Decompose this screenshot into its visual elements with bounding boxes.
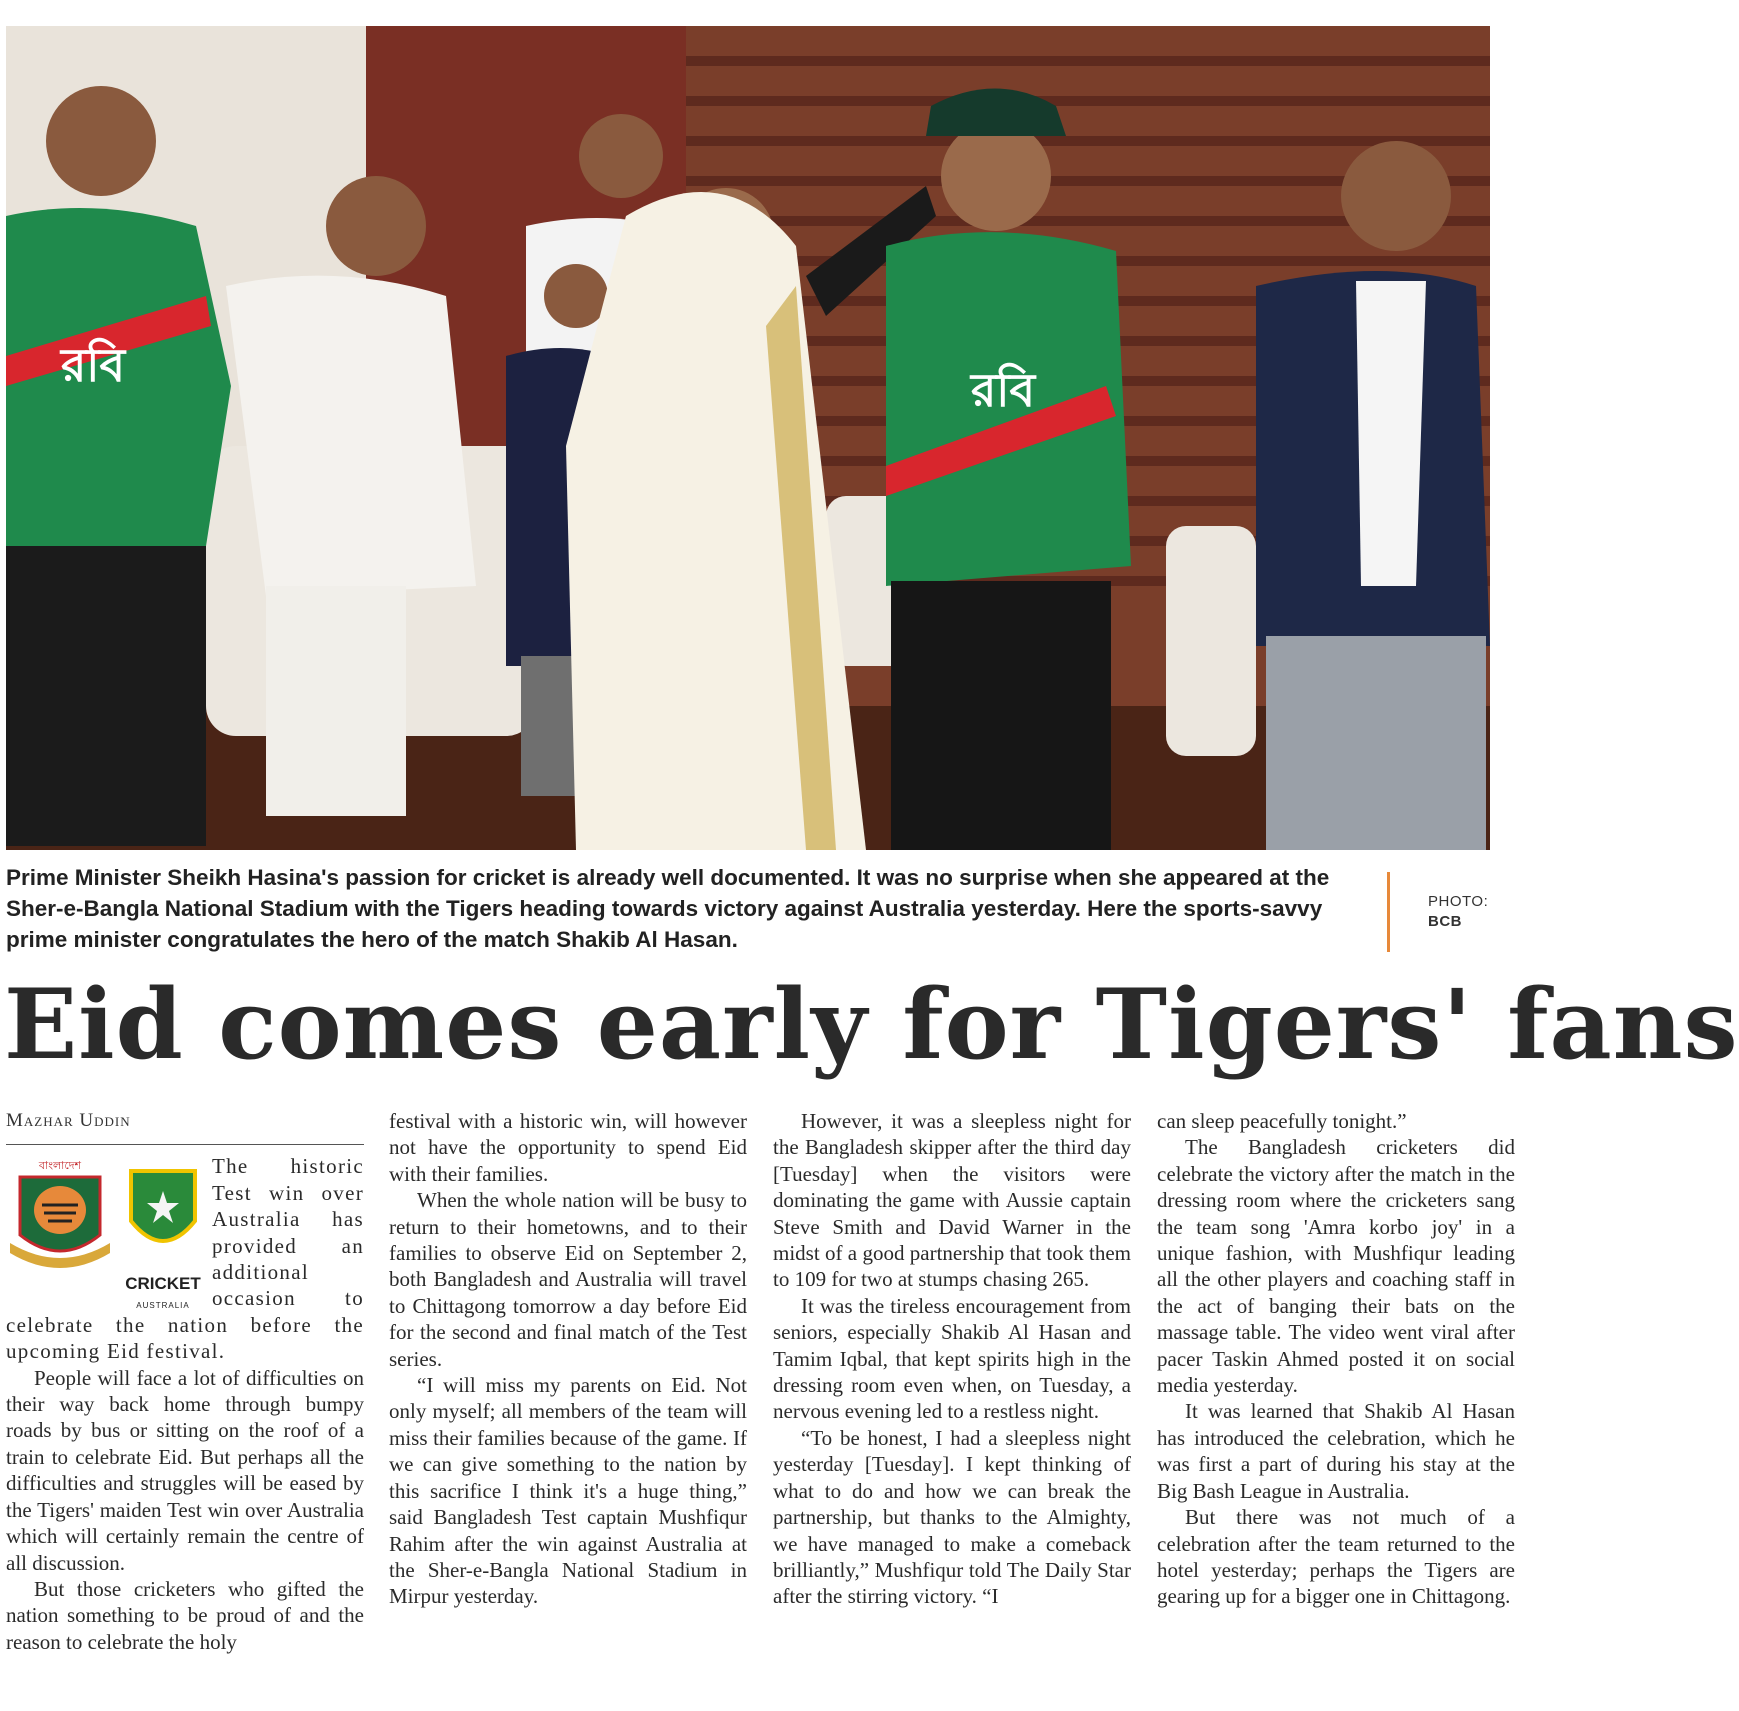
article-column-3 xyxy=(773,1108,1131,1610)
paragraph: When the whole nation will be busy to return to their hometowns, and to their families to observe Eid on September 2, both Bangladesh and Australia will travel to Chittagong tomorrow a day before Eid for the second and final match of the Test series. xyxy=(389,1188,747,1371)
photo-credit-label: PHOTO: xyxy=(1428,893,1489,910)
paragraph: It was learned that Shakib Al Hasan has introduced the celebration, which he was first a part of during his stay at the Big Bash League in Australia. xyxy=(1157,1399,1515,1503)
byline: Mazhar Uddin xyxy=(6,1108,364,1145)
jersey-text-left: রবি xyxy=(61,338,126,392)
photo-credit-source: BCB xyxy=(1428,913,1462,930)
article-column-2 xyxy=(389,1108,747,1610)
paragraph: It was the tireless encouragement from seniors, especially Shakib Al Hasan and Tamim Iqbal, that kept spirits high in the dressing room even when, on Tuesday, a nervous evening led to a restless night. xyxy=(773,1293,1131,1424)
jersey-text-center: রবি xyxy=(971,363,1036,417)
cricket-australia-name: CRICKET xyxy=(125,1274,201,1294)
bcb-logo-icon xyxy=(6,1155,114,1275)
photo-credit xyxy=(1428,892,1488,932)
bcb-logo-top-text: বাংলাদেশ xyxy=(38,1159,82,1173)
paragraph: “I will miss my parents on Eid. Not only myself; all members of the team will miss their families because of the game. If we can give something to the nation by this sacrifice I think it's a huge thing,” said Bangladesh Test captain Mushfiqur Rahim after the win against Australia at the Sher-e-Bangla National Stadium in Mirpur yesterday. xyxy=(389,1373,747,1609)
logos xyxy=(6,1155,206,1311)
paragraph: However, it was a sleepless night for the Bangladesh skipper after the third day [Tuesday] when the visitors were dominating the game with Aussie captain Steve Smith and David Warner in the midst of a good partnership that took them to 109 for two at stumps chasing 265. xyxy=(773,1109,1131,1292)
cricket-australia-sub: AUSTRALIA xyxy=(136,1301,190,1311)
paragraph: But there was not much of a celebration after the team returned to the hotel yesterday; perhaps the Tigers are gearing up for a bigger one in Chittagong. xyxy=(1157,1505,1515,1609)
headline: Eid comes early for Tigers' fans xyxy=(4,968,1739,1081)
photo-caption: Prime Minister Sheikh Hasina's passion for cricket is already well documented. It was no surprise when she appeared at the Sher-e-Bangla National Stadium with the Tigers heading towards victory against Australia yesterday. Here the sports-savvy prime minister congratulates the hero of the match Shakib Al Hasan. xyxy=(6,865,1330,952)
paragraph: “To be honest, I had a sleepless night yesterday [Tuesday]. I kept thinking of what to do and how we can break the partnership, but thanks to the Almighty, we have managed to make a comeback brilliantly,” Mushfiqur told The Daily Star after the stirring victory. “I xyxy=(773,1425,1131,1609)
article-column-4 xyxy=(1157,1108,1515,1610)
news-photo xyxy=(6,26,1490,850)
paragraph: festival with a historic win, will however not have the opportunity to spend Eid with their families. xyxy=(389,1109,747,1186)
paragraph: can sleep peacefully tonight.” xyxy=(1157,1109,1407,1133)
cricket-australia-logo-icon xyxy=(123,1161,203,1276)
article-column-1 xyxy=(6,1108,364,1655)
photo-image xyxy=(6,26,1490,850)
paragraph: The Bangladesh cricketers did celebrate the victory after the match in the dressing room where the cricketers sang the team song 'Amra korbo joy' in a unique fashion, with Mushfiqur leading all the other players and coaching staff in the act of banging their bats on the massage table. The video went viral after pacer Taskin Ahmed posted it on social media yesterday. xyxy=(1157,1135,1515,1398)
credit-divider xyxy=(1387,872,1390,952)
paragraph: People will face a lot of difficulties on their way back home through bumpy roads by bus or sitting on the roof of a train to celebrate Eid. But perhaps all the difficulties and struggles will be eased by the Tigers' maiden Test win over Australia which will certainly remain the centre of all discussion. xyxy=(6,1365,364,1575)
paragraph: The historic Test win over Australia has provided an additional occasion to celebrate the nation before the upcoming Eid festival. xyxy=(6,1154,364,1364)
paragraph: But those cricketers who gifted the nation something to be proud of and the reason to celebrate the holy xyxy=(6,1576,364,1654)
